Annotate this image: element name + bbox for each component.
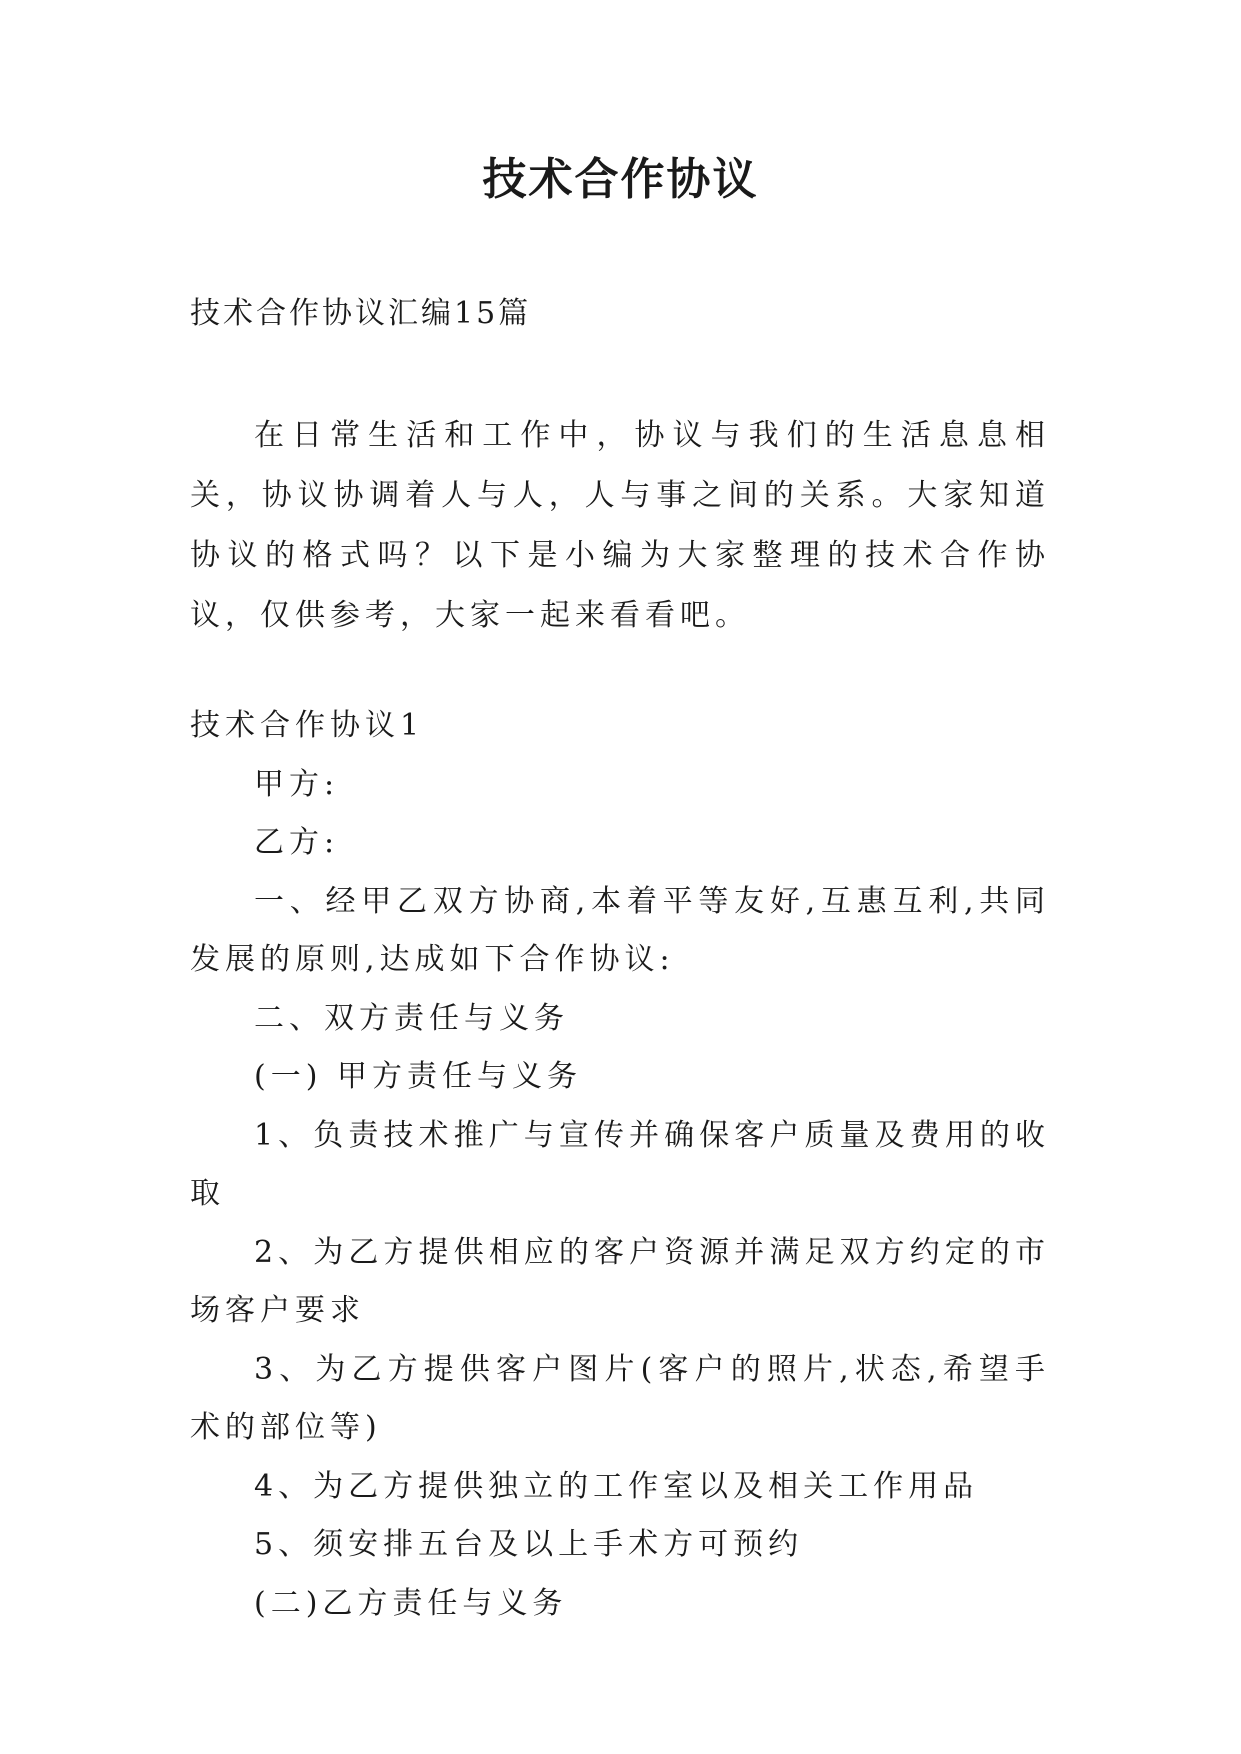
agreement-body	[190, 697, 1050, 1633]
party-b-line: 乙方:	[254, 825, 340, 860]
item-4: 4、为乙方提供独立的工作室以及相关工作用品	[254, 1468, 979, 1504]
sub-b-heading: (二)乙方责任与义务	[254, 1585, 568, 1621]
section-heading: 技术合作协议1	[190, 708, 425, 743]
party-a-line: 甲方:	[254, 766, 340, 802]
document-title: 技术合作协议	[482, 154, 759, 205]
clause-2: 二、双方责任与义务	[254, 1000, 569, 1036]
item-2: 2、为乙方提供相应的客户资源并满足双方约定的市场客户要求	[190, 1234, 1050, 1328]
document-subtitle: 技术合作协议汇编15篇	[190, 296, 532, 331]
item-5: 5、须安排五台及以上手术方可预约	[254, 1527, 804, 1562]
sub-a-heading: (一) 甲方责任与义务	[254, 1059, 582, 1094]
intro-paragraph: 在日常生活和工作中，协议与我们的生活息息相关，协议协调着人与人，人与事之间的关系。大家知道协议的格式吗？以下是小编为大家整理的技术合作协议，仅供参考，大家一起来看看吧。	[190, 418, 1050, 633]
item-1: 1、负责技术推广与宣传并确保客户质量及费用的收取	[190, 1117, 1050, 1211]
clause-1: 一、经甲乙双方协商,本着平等友好,互惠互利,共同发展的原则,达成如下合作协议:	[190, 883, 1050, 977]
item-3: 3、为乙方提供客户图片(客户的照片,状态,希望手术的部位等)	[190, 1351, 1050, 1445]
